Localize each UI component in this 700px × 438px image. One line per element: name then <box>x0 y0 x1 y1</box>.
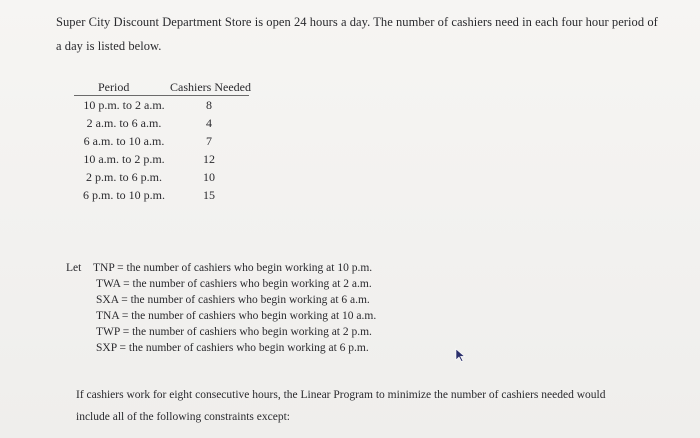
header-cashiers-needed: Cashiers Needed <box>170 80 251 94</box>
definition-text: TNP = the number of cashiers who begin working at 10 p.m. <box>93 262 373 274</box>
definition-text: SXA = the number of cashiers who begin working at 6 a.m. <box>96 294 370 306</box>
period-cell: 6 a.m. to 10 a.m. <box>83 134 165 148</box>
header-period: Period <box>98 80 130 94</box>
period-cell: 2 p.m. to 6 p.m. <box>85 170 162 184</box>
cashiers-cell: 7 <box>206 134 212 148</box>
intro-paragraph <box>56 10 676 58</box>
period-cell: 10 a.m. to 2 p.m. <box>83 152 165 166</box>
period-cell: 6 p.m. to 10 p.m. <box>82 188 165 202</box>
period-cell: 2 a.m. to 6 a.m. <box>86 116 162 130</box>
definition-text: SXP = the number of cashiers who begin working at 6 p.m. <box>96 342 369 354</box>
question-paragraph <box>76 384 636 428</box>
question-line-2: include all of the following constraints except: <box>76 411 290 423</box>
intro-line-2: a day is listed below. <box>56 39 162 53</box>
definition-text: TNA = the number of cashiers who begin working at 10 a.m. <box>96 310 377 322</box>
cashiers-cell: 12 <box>203 152 215 166</box>
question-line-1: If cashiers work for eight consecutive hours, the Linear Program to minimize the number of cashiers needed would <box>76 389 606 401</box>
period-cell: 10 p.m. to 2 a.m. <box>83 98 165 112</box>
cashiers-cell: 8 <box>206 98 212 112</box>
definition-text: TWA = the number of cashiers who begin working at 2 a.m. <box>96 278 372 290</box>
header-underline <box>74 95 249 96</box>
let-label: Let <box>66 262 82 274</box>
cashiers-cell: 15 <box>203 188 215 202</box>
cashiers-cell: 10 <box>203 170 215 184</box>
intro-line-1: Super City Discount Department Store is open 24 hours a day. The number of cashiers need in each four hour period of <box>56 15 658 29</box>
definition-text: TWP = the number of cashiers who begin working at 2 p.m. <box>96 326 372 338</box>
cashiers-cell: 4 <box>206 116 212 130</box>
mouse-pointer-icon <box>455 348 467 362</box>
